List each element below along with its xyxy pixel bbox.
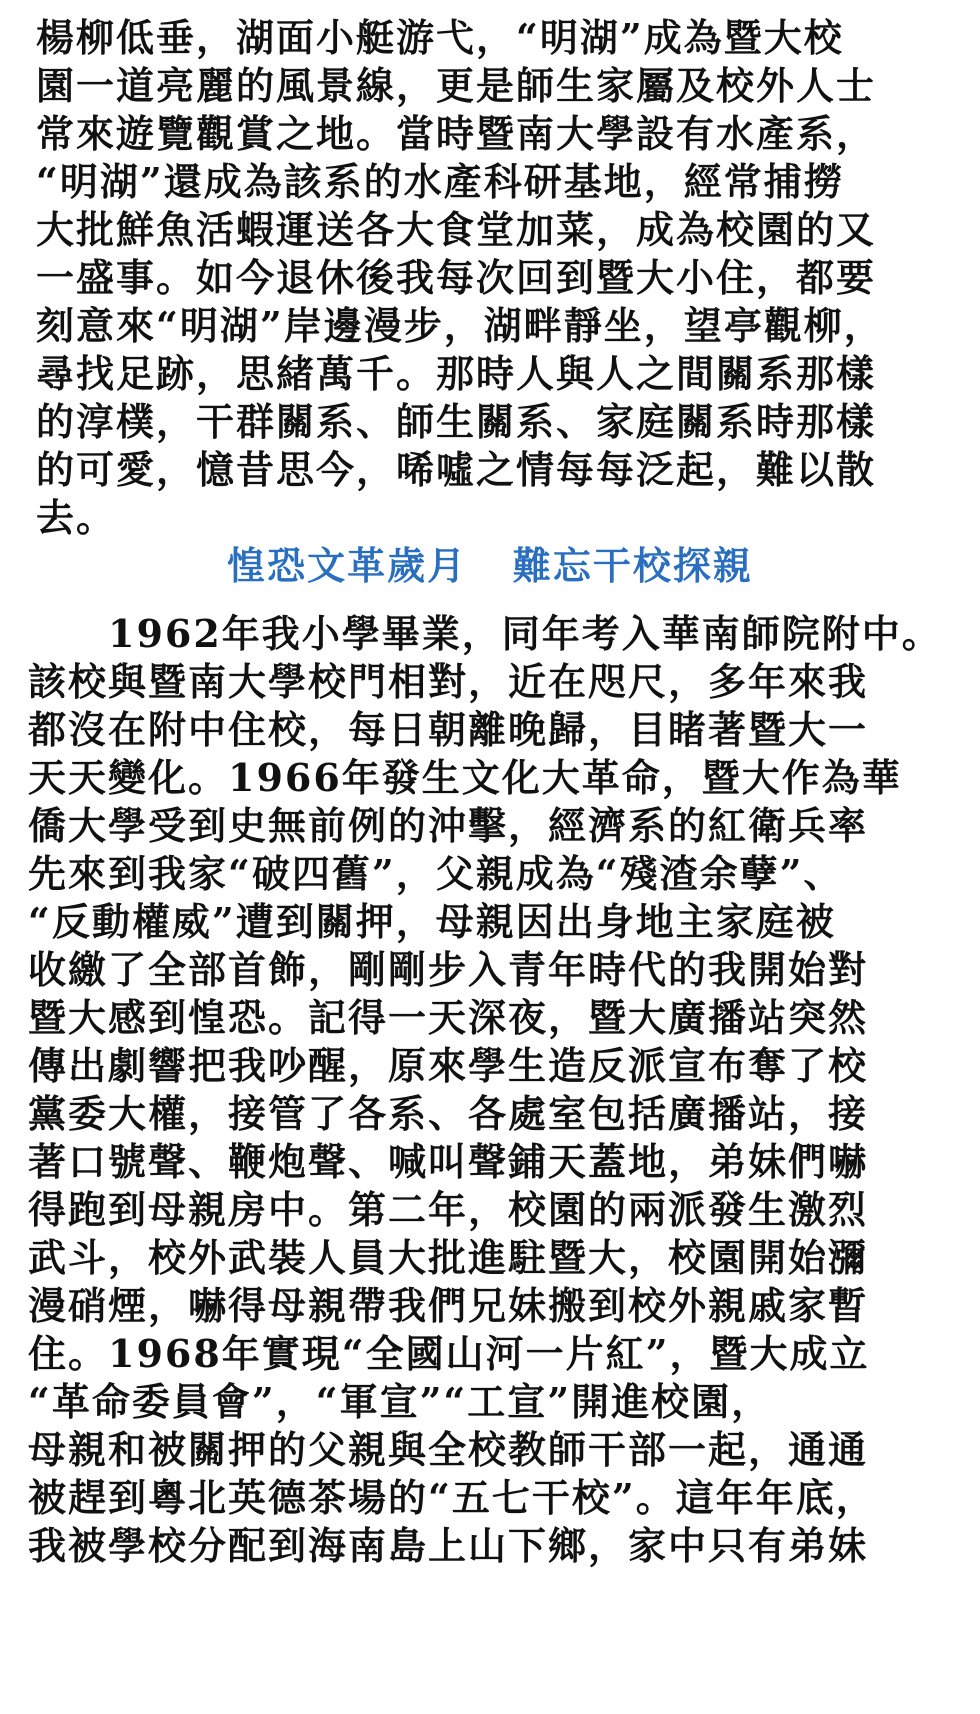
paragraph-2-line: “革命委員會”，“軍宣”“工宣”開進校園，	[28, 1379, 772, 1424]
paragraph-1-line: 園一道亮麗的風景線，更是師生家屬及校外人士	[36, 63, 877, 108]
paragraph-1-line: “明湖”還成為該系的水產科研基地，經常捕撈	[36, 159, 844, 204]
paragraph-1-line: 的淳樸，干群關系、師生關系、家庭關系時那樣	[36, 399, 877, 444]
paragraph-1-line: 常來遊覽觀賞之地。當時暨南大學設有水產系，	[36, 111, 877, 156]
paragraph-2-line: 武斗，校外武裝人員大批進駐暨大，校園開始瀰	[28, 1235, 869, 1280]
paragraph-2-line: 母親和被關押的父親與全校教師干部一起，通通	[28, 1427, 869, 1472]
paragraph-1-line: 楊柳低垂，湖面小艇游弋，“明湖”成為暨大校	[36, 15, 844, 60]
paragraph-2-line: 暨大感到惶恐。記得一天深夜，暨大廣播站突然	[28, 995, 869, 1040]
paragraph-1-line: 去。	[36, 495, 117, 540]
section-heading: 惶恐文革歲月 難忘干校探親	[227, 543, 753, 588]
paragraph-2-line: 漫硝煙，嚇得母親帶我們兄妹搬到校外親戚家暫	[28, 1283, 869, 1328]
paragraph-1-line: 的可愛，憶昔思今，唏噓之情每每泛起，難以散	[36, 447, 877, 492]
paragraph-2-line: 得跑到母親房中。第二年，校園的兩派發生激烈	[28, 1187, 869, 1232]
paragraph-2-line: 著口號聲、鞭炮聲、喊叫聲鋪天蓋地，弟妹們嚇	[28, 1139, 869, 1184]
paragraph-1-line: 一盛事。如今退休後我每次回到暨大小住，都要	[36, 255, 877, 300]
paragraph-2-line: 收繳了全部首飾，剛剛步入青年時代的我開始對	[28, 947, 869, 992]
paragraph-2-line: “反動權威”遭到關押，母親因出身地主家庭被	[28, 899, 836, 944]
paragraph-1-line: 刻意來“明湖”岸邊漫步，湖畔靜坐，望亭觀柳，	[36, 303, 884, 348]
paragraph-2-line: 天天變化。1966年發生文化大革命，暨大作為華	[28, 755, 902, 800]
paragraph-2-line: 該校與暨南大學校門相對，近在咫尺，多年來我	[28, 659, 869, 704]
paragraph-2-line: 住。1968年實現“全國山河一片紅”，暨大成立	[28, 1331, 870, 1376]
paragraph-2-line: 都沒在附中住校，每日朝離晚歸，目睹著暨大一	[28, 707, 869, 752]
paragraph-2-line: 黨委大權，接管了各系、各處室包括廣播站，接	[28, 1091, 869, 1136]
paragraph-2-line: 先來到我家“破四舊”，父親成為“殘渣余孽”、	[28, 851, 844, 896]
paragraph-1-line: 尋找足跡，思緒萬千。那時人與人之間關系那樣	[36, 351, 877, 396]
paragraph-1-line: 大批鮮魚活蝦運送各大食堂加菜，成為校園的又	[36, 207, 877, 252]
paragraph-2-line: 被趕到粵北英德茶場的“五七干校”。這年年底，	[28, 1475, 876, 1520]
paragraph-2-line: 傳出劇響把我吵醒，原來學生造反派宣布奪了校	[28, 1043, 869, 1088]
paragraph-2-line: 僑大學受到史無前例的沖擊，經濟系的紅衛兵率	[28, 803, 869, 848]
paragraph-2-line: 1962年我小學畢業，同年考入華南師院附中。	[108, 611, 942, 656]
paragraph-2-line: 我被學校分配到海南島上山下鄉，家中只有弟妹	[28, 1523, 869, 1568]
